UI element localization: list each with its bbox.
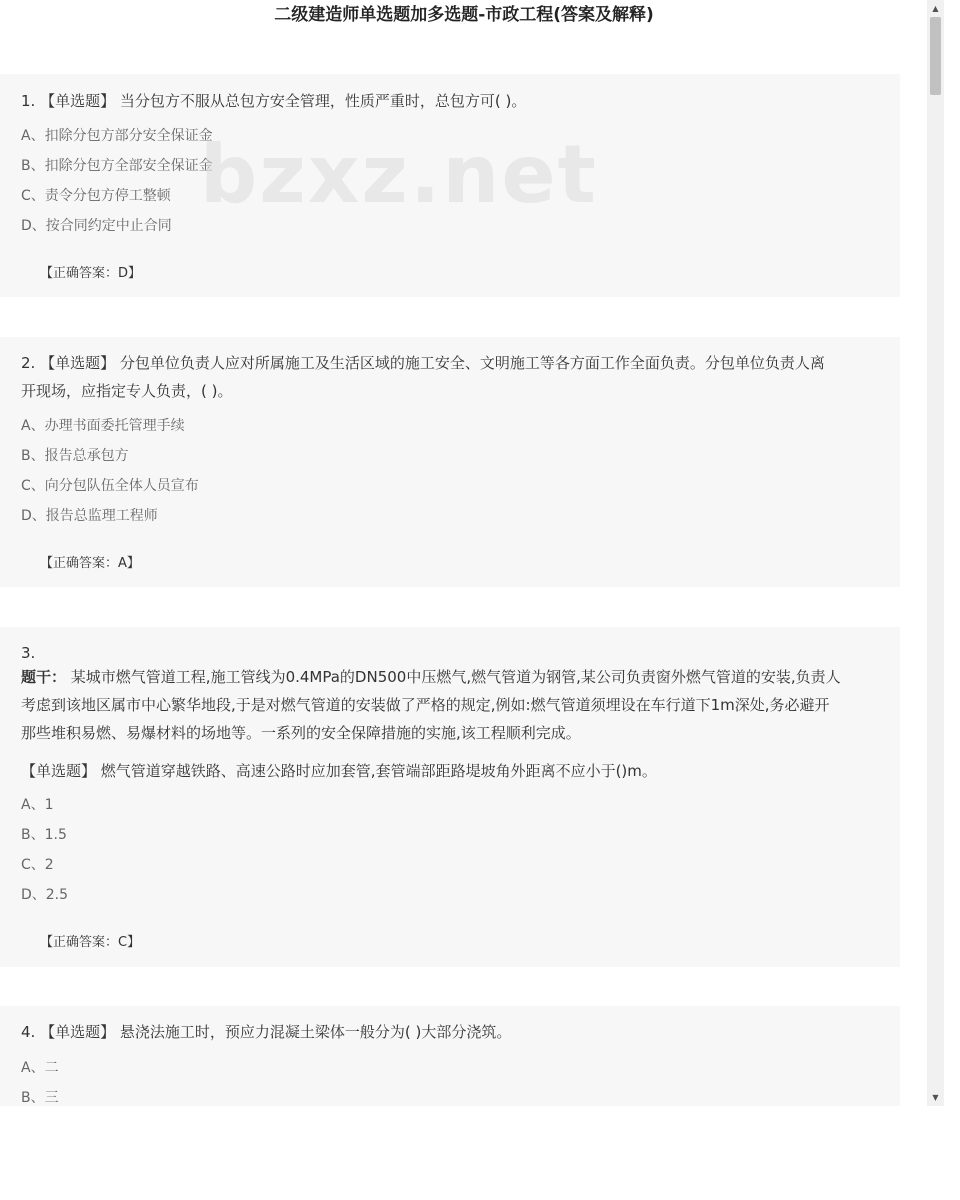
option-b: B、1.5 (21, 827, 67, 843)
option-d: D、报告总监理工程师 (21, 508, 158, 524)
scroll-thumb[interactable] (930, 17, 941, 95)
question-card-2 (0, 337, 900, 587)
page-title: 二级建造师单选题加多选题-市政工程(答案及解释) (274, 5, 654, 25)
question-number: 3. (21, 644, 36, 662)
option-c: C、责令分包方停工整顿 (21, 188, 171, 204)
question-body: 当分包方不服从总包方安全管理，性质严重时，总包方可( )。 (119, 92, 527, 110)
option-a: A、扣除分包方部分安全保证金 (21, 128, 213, 144)
question-card-4 (0, 1006, 900, 1106)
option-b: B、三 (21, 1090, 59, 1106)
option-a: A、二 (21, 1060, 59, 1076)
question-text (21, 87, 880, 115)
question-text (21, 757, 880, 785)
stem-line-2: 考虑到该地区属市中心繁华地段,于是对燃气管道的安装做了严格的规定,例如:燃气管道须埋设在车行道下1m深处,务必避开 (21, 696, 830, 714)
question-card-1 (0, 74, 900, 297)
question-number: 4. (21, 1023, 36, 1041)
stem-label: 题干： (21, 668, 67, 686)
correct-answer: 【正确答案：A】 (40, 556, 140, 571)
question-card-3 (0, 627, 900, 967)
question-text (21, 349, 880, 377)
stem-line-3: 那些堆积易燃、易爆材料的场地等。一系列的安全保障措施的实施,该工程顺利完成。 (21, 724, 581, 742)
question-body: 悬浇法施工时，预应力混凝土梁体一般分为( )大部分浇筑。 (119, 1023, 512, 1041)
question-type-tag: 【单选题】 (21, 762, 97, 780)
stem-text (21, 663, 880, 691)
question-type-tag: 【单选题】 (40, 354, 116, 372)
option-c: C、2 (21, 857, 54, 873)
question-body-line-1: 分包单位负责人应对所属施工及生活区域的施工安全、文明施工等各方面工作全面负责。分包单位负责人离 (119, 354, 825, 372)
question-text-continued: 开现场，应指定专人负责，( )。 (21, 382, 233, 400)
option-a: A、1 (21, 797, 54, 813)
vertical-scrollbar[interactable] (927, 0, 944, 1106)
option-b: B、扣除分包方全部安全保证金 (21, 158, 213, 174)
stem-line-1: 某城市燃气管道工程,施工管线为0.4MPa的DN500中压燃气,燃气管道为钢管,某公司负责窗外燃气管道的安装,负责人 (70, 668, 841, 686)
question-type-tag: 【单选题】 (40, 1023, 116, 1041)
question-type-tag: 【单选题】 (40, 92, 116, 110)
scroll-up-icon[interactable]: ▲ (932, 4, 939, 13)
option-c: C、向分包队伍全体人员宣布 (21, 478, 199, 494)
correct-answer: 【正确答案：D】 (40, 266, 142, 281)
option-a: A、办理书面委托管理手续 (21, 418, 185, 434)
option-d: D、按合同约定中止合同 (21, 218, 172, 234)
question-number: 1. (21, 92, 36, 110)
question-number: 2. (21, 354, 36, 372)
watermark: bzxz.net (200, 128, 598, 221)
question-text (21, 1018, 880, 1046)
correct-answer: 【正确答案：C】 (40, 935, 141, 950)
option-b: B、报告总承包方 (21, 448, 129, 464)
scroll-down-icon[interactable]: ▼ (932, 1093, 939, 1102)
option-d: D、2.5 (21, 887, 69, 903)
question-body: 燃气管道穿越铁路、高速公路时应加套管,套管端部距路堤坡角外距离不应小于()m。 (100, 762, 657, 780)
